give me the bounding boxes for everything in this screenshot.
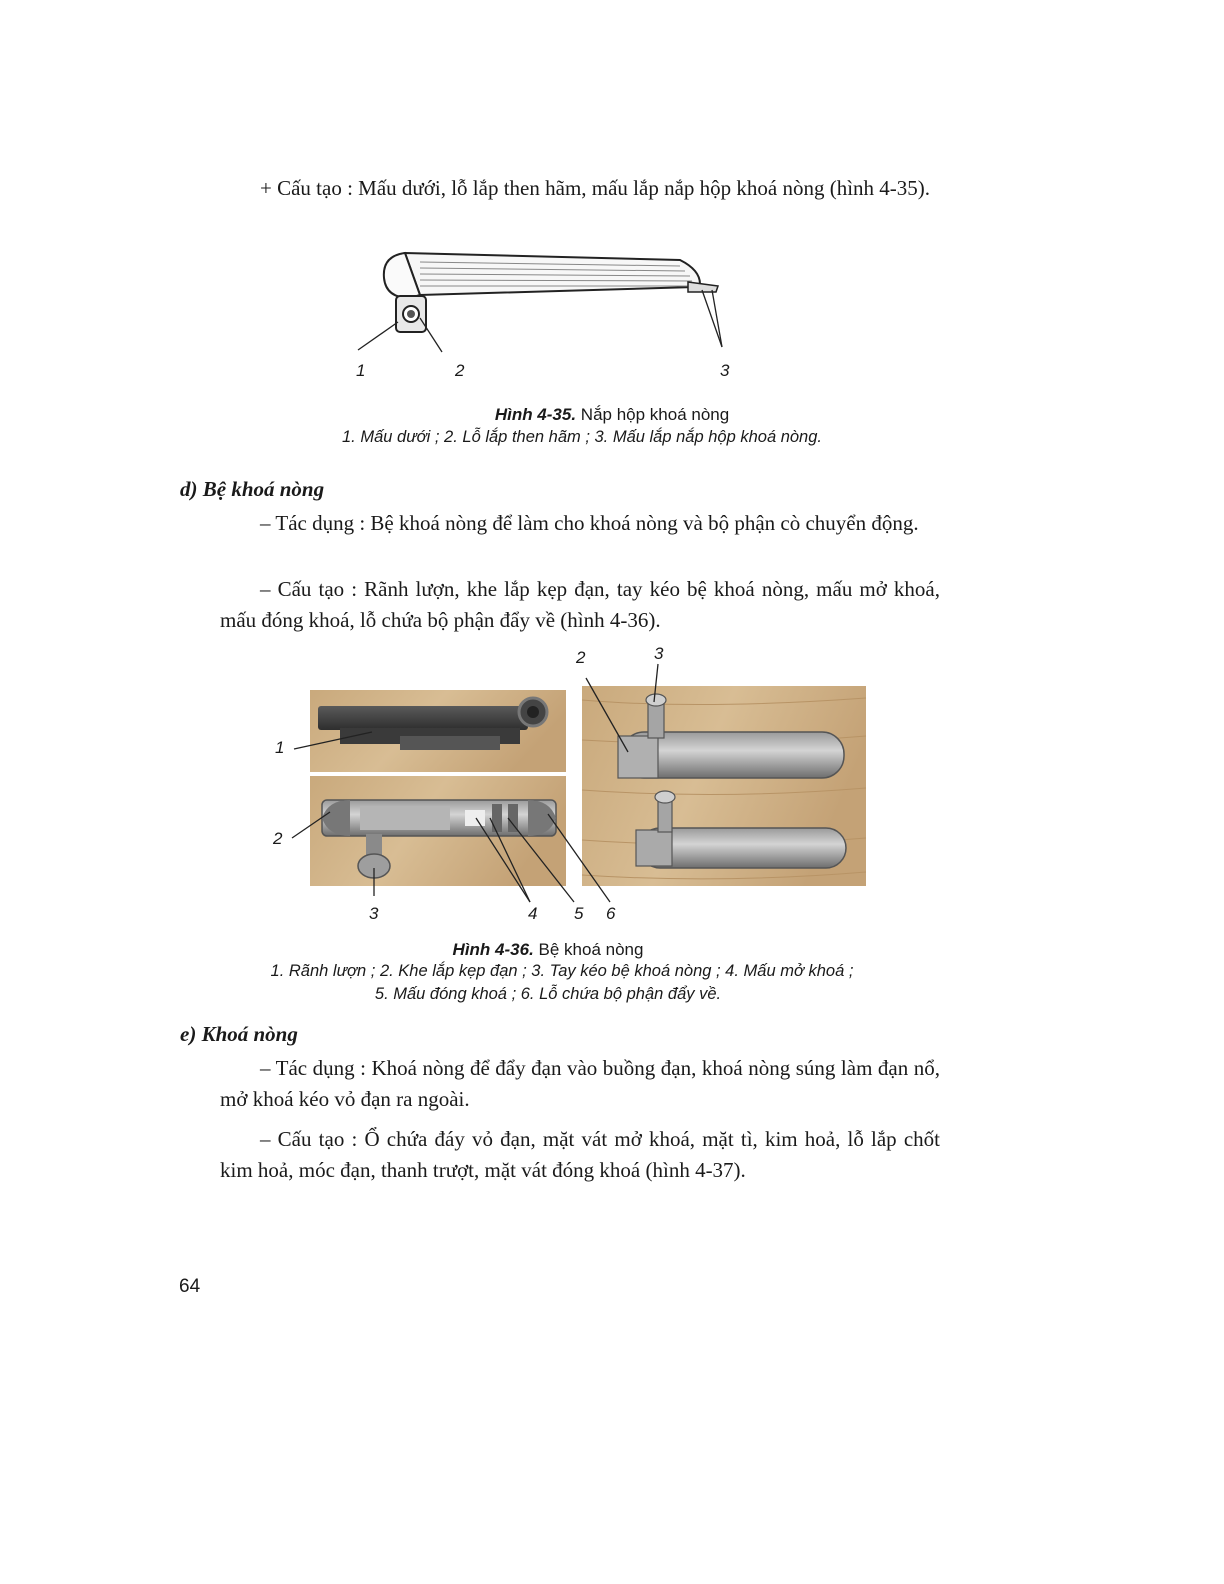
paragraph-structure-bolt: – Cấu tạo : Ổ chứa đáy vỏ đạn, mặt vát mở khoá, mặt tì, kim hoả, lỗ lắp chốt kim hoả, móc đạn, thanh trượt, mặt vát đóng khoá (hình 4-37). bbox=[220, 1127, 940, 1182]
paragraph-function-bolt: – Tác dụng : Khoá nòng để đẩy đạn vào buồng đạn, khoá nòng súng làm đạn nổ, mở khoá kéo vỏ đạn ra ngoài. bbox=[220, 1056, 940, 1111]
figure-4-36-label: Hình 4-36. bbox=[452, 940, 534, 959]
page-number: 64 bbox=[179, 1276, 201, 1297]
figure-4-35-title: Nắp hộp khoá nòng bbox=[576, 405, 730, 424]
figure-4-35-caption bbox=[0, 405, 1224, 425]
fig36-callout-1: 1 bbox=[275, 738, 285, 757]
fig36-callout-3-right: 3 bbox=[654, 644, 664, 663]
fig35-callout-3: 3 bbox=[720, 361, 730, 380]
fig36-callout-3: 3 bbox=[369, 904, 379, 923]
paragraph-function-carrier: – Tác dụng : Bệ khoá nòng để làm cho khoá nòng và bộ phận cò chuyển động. bbox=[260, 511, 919, 535]
figure-4-35-legend: 1. Mấu dưới ; 2. Lỗ lắp then hãm ; 3. Mấu lắp nắp hộp khoá nòng. bbox=[342, 428, 822, 446]
paragraph-structure-cover: + Cấu tạo : Mấu dưới, lỗ lắp then hãm, mấu lắp nắp hộp khoá nòng (hình 4-35). bbox=[260, 176, 931, 200]
fig36-callout-2: 2 bbox=[273, 829, 283, 848]
figure-4-36-legend-line2: 5. Mấu đóng khoá ; 6. Lỗ chứa bộ phận đẩy về. bbox=[374, 985, 722, 1003]
figure-4-36-caption bbox=[0, 940, 1160, 960]
figure-4-36-title: Bệ khoá nòng bbox=[533, 940, 644, 959]
fig36-callout-4: 4 bbox=[528, 904, 538, 923]
fig36-callout-2-right: 2 bbox=[576, 648, 586, 667]
fig36-callout-6: 6 bbox=[606, 904, 616, 923]
fig35-callout-1: 1 bbox=[356, 361, 366, 380]
figure-4-35-label: Hình 4-35. bbox=[494, 405, 577, 424]
fig36-callout-5: 5 bbox=[574, 904, 584, 923]
heading-khoa-nong: e) Khoá nòng bbox=[180, 1022, 298, 1046]
figure-4-36-legend-line1: 1. Rãnh lượn ; 2. Khe lắp kẹp đạn ; 3. Tay kéo bệ khoá nòng ; 4. Mấu mở khoá ; bbox=[270, 962, 854, 980]
fig35-callout-2: 2 bbox=[455, 361, 465, 380]
heading-be-khoa-nong: d) Bệ khoá nòng bbox=[180, 477, 325, 501]
paragraph-structure-carrier: – Cấu tạo : Rãnh lượn, khe lắp kẹp đạn, tay kéo bệ khoá nòng, mấu mở khoá, mấu đóng khoá, lỗ chứa bộ phận đẩy về (hình 4-36). bbox=[220, 577, 940, 632]
